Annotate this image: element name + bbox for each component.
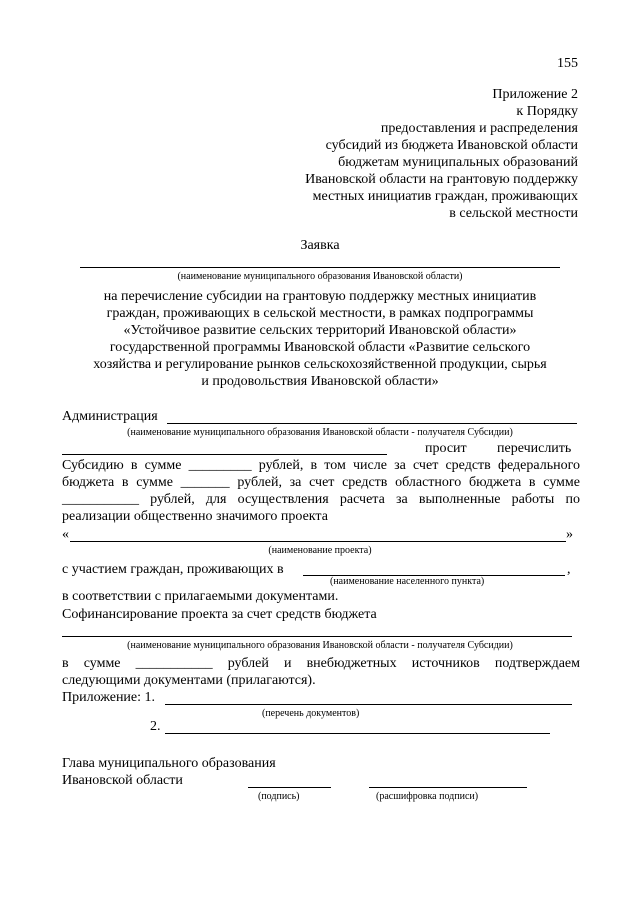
word: внебюджетных xyxy=(306,656,397,671)
appendix-line: Приложение 2 xyxy=(492,87,578,102)
appendix-line: Ивановской области на грантовую поддержку xyxy=(305,172,578,187)
appendix-line: к Порядку xyxy=(516,104,578,119)
project-blank-line[interactable] xyxy=(70,541,566,542)
word: осуществления xyxy=(237,492,329,507)
decode-blank-line[interactable] xyxy=(369,787,527,788)
word: по xyxy=(565,492,580,507)
word: сумме xyxy=(83,656,121,671)
word: и xyxy=(283,656,292,671)
purpose-line: на перечисление субсидии на грантовую поддержку местных инициатив xyxy=(103,289,537,304)
according-text: в соответствии с прилагаемыми документами. xyxy=(62,589,339,604)
cofinancing-text: Софинансирование проекта за счет средств бюджета xyxy=(62,607,377,622)
appendix-line: в сельской местности xyxy=(449,206,578,221)
word: бюджета xyxy=(468,475,522,490)
docs-caption: (перечень документов) xyxy=(262,708,360,719)
project-caption: (наименование проекта) xyxy=(268,545,372,556)
word: рублей, xyxy=(237,475,282,490)
quote-close: » xyxy=(566,527,573,542)
quote-open: « xyxy=(62,527,69,542)
word: счет xyxy=(413,458,439,473)
signature-blank-line[interactable] xyxy=(248,787,331,788)
word: за xyxy=(289,475,302,490)
appendix-line: субсидий из бюджета Ивановской области xyxy=(325,138,578,153)
word: в xyxy=(310,458,318,473)
word: числе xyxy=(352,458,387,473)
signature-caption: (подпись) xyxy=(258,791,300,802)
municipality-blank-line[interactable] xyxy=(80,267,560,268)
municipality-caption: (наименование муниципального образования Ивановской области) xyxy=(177,271,463,282)
purpose-line: государственной программы Ивановской области «Развитие сельского xyxy=(109,340,531,355)
word: средств xyxy=(445,458,491,473)
purpose-line: хозяйства и регулирование рынков сельскохозяйственной продукции, сырья xyxy=(93,357,547,372)
word: подтверждаем xyxy=(494,656,580,671)
word: средств xyxy=(342,475,388,490)
word: в xyxy=(528,475,536,490)
attachment-label: Приложение: 1. xyxy=(62,690,156,705)
appendix-line: бюджетам муниципальных образований xyxy=(338,155,578,170)
word: бюджета xyxy=(62,475,115,490)
attachment-2-number: 2. xyxy=(150,719,161,734)
word: в xyxy=(130,458,138,473)
word: областного xyxy=(395,475,462,490)
sum-blank[interactable]: ___________ xyxy=(135,656,213,671)
word: рублей, xyxy=(150,492,195,507)
admin-label: Администрация xyxy=(62,409,158,424)
word: источников xyxy=(411,656,480,671)
calc-line xyxy=(62,492,580,508)
subsidy-sum-line xyxy=(62,458,580,474)
word: сумме xyxy=(144,458,182,473)
word: сумме xyxy=(136,475,173,490)
sum-blank[interactable]: ___________ xyxy=(62,492,139,507)
following-docs-text: следующими документами (прилагаются). xyxy=(62,673,316,688)
admin-blank-line[interactable] xyxy=(167,423,577,424)
purpose-line: «Устойчивое развитие сельских территорий Ивановской области» xyxy=(123,323,517,338)
word: сумме xyxy=(543,475,580,490)
asks-word: просит xyxy=(425,441,467,456)
attachment-1-blank-line[interactable] xyxy=(165,704,572,705)
sum-blank[interactable]: _________ xyxy=(188,458,252,473)
word: рублей, xyxy=(258,458,304,473)
implementation-text: реализации общественно значимого проекта xyxy=(62,509,328,524)
word: рублей xyxy=(227,656,269,671)
recipient-caption: (наименование муниципального образования Ивановской области - получателя Субсидии) xyxy=(127,427,513,438)
word: счет xyxy=(309,475,335,490)
head-region: Ивановской области xyxy=(62,773,183,788)
transfer-word: перечислить xyxy=(497,441,572,456)
word: федерального xyxy=(497,458,580,473)
word: расчета xyxy=(339,492,385,507)
amount-line xyxy=(62,656,580,672)
word: в xyxy=(62,656,69,671)
participation-text: с участием граждан, проживающих в xyxy=(62,562,284,577)
appendix-line: предоставления и распределения xyxy=(380,121,578,136)
decode-caption: (расшифровка подписи) xyxy=(376,791,479,802)
word: работы xyxy=(511,492,555,507)
word: для xyxy=(205,492,227,507)
word: за xyxy=(394,458,406,473)
purpose-line: и продовольствия Ивановской области» xyxy=(201,374,439,389)
sum-blank[interactable]: _______ xyxy=(180,475,230,490)
purpose-line: граждан, проживающих в сельской местности, в рамках подпрограммы xyxy=(106,306,534,321)
word: за xyxy=(395,492,408,507)
page-number: 155 xyxy=(557,56,578,71)
attachment-2-blank-line[interactable] xyxy=(165,733,550,734)
recipient-caption: (наименование муниципального образования Ивановской области - получателя Субсидии) xyxy=(127,640,513,651)
word: в xyxy=(121,475,129,490)
word: выполненные xyxy=(418,492,501,507)
document-title: Заявка xyxy=(300,238,340,253)
budget-blank-line[interactable] xyxy=(62,636,572,637)
budget-line xyxy=(62,475,580,491)
locality-caption: (наименование населенного пункта) xyxy=(330,576,485,587)
word: том xyxy=(324,458,346,473)
comma: , xyxy=(567,562,571,577)
head-title: Глава муниципального образования xyxy=(62,756,276,771)
word: Субсидию xyxy=(62,458,124,473)
recipient-blank-line[interactable] xyxy=(62,454,387,455)
appendix-line: местных инициатив граждан, проживающих xyxy=(312,189,578,204)
